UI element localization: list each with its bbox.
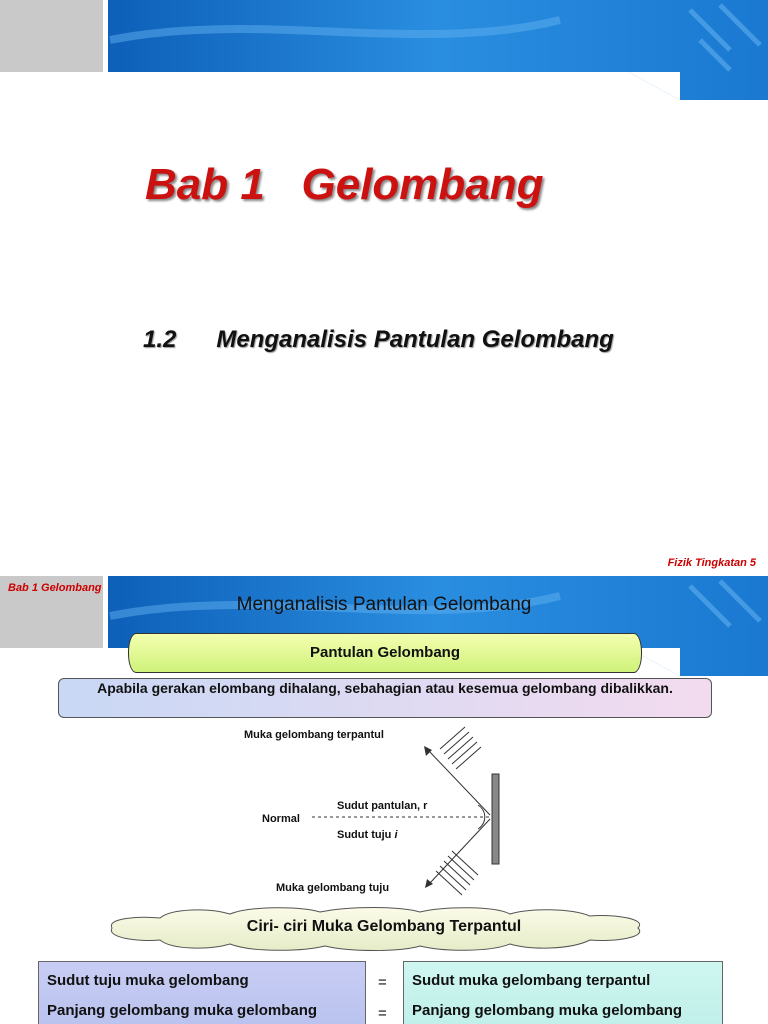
incidence-angle-label [337,829,398,841]
chapter-tag: Bab 1 Gelombang [8,582,102,594]
incident-wavefront-label: Muka gelombang tuju [276,882,390,894]
slide-title: Bab 1 Gelombang [145,160,544,209]
equals-sign-2: = [378,1005,387,1022]
footer-course-label: Fizik Tingkatan 5 [667,557,756,569]
slide-subtitle: 1.2 Menganalisis Pantulan Gelombang [143,326,614,353]
definition-box: Apabila gerakan elombang dihalang, sebahagian atau kesemua gelombang dibalikkan. [58,678,712,718]
reflected-wavefront-label: Muka gelombang terpantul [244,729,384,741]
header-blue-band [0,0,768,100]
topic-pill: Pantulan Gelombang [128,633,642,673]
reflected-arrowhead [424,746,432,756]
reflection-angle-label: Sudut pantulan, r [337,800,428,812]
equals-sign-1: = [378,974,387,991]
left-item-1: Sudut tuju muka gelombang [47,972,249,989]
comparison-left-box [38,961,366,1024]
content-slide [0,576,768,1024]
reflection-diagram [0,721,768,901]
right-item-1: Sudut muka gelombang terpantul [412,972,651,989]
normal-label: Normal [262,813,300,825]
comparison-right-box [403,961,723,1024]
incident-wavefronts [436,851,478,895]
reflected-ray [428,750,490,815]
reflected-wavefronts [440,727,481,769]
cloud-label: Ciri- ciri Muka Gelombang Terpantul [246,918,522,935]
right-item-2: Panjang gelombang muka gelombang [412,1002,683,1019]
mirror-barrier [492,774,499,864]
left-item-2: Panjang gelombang muka gelombang [47,1002,318,1019]
slide-title: Menganalisis Pantulan Gelombang [236,594,532,615]
incidence-angle-prefix: Sudut tuju [337,829,395,841]
incidence-angle-symbol: i [394,829,398,841]
